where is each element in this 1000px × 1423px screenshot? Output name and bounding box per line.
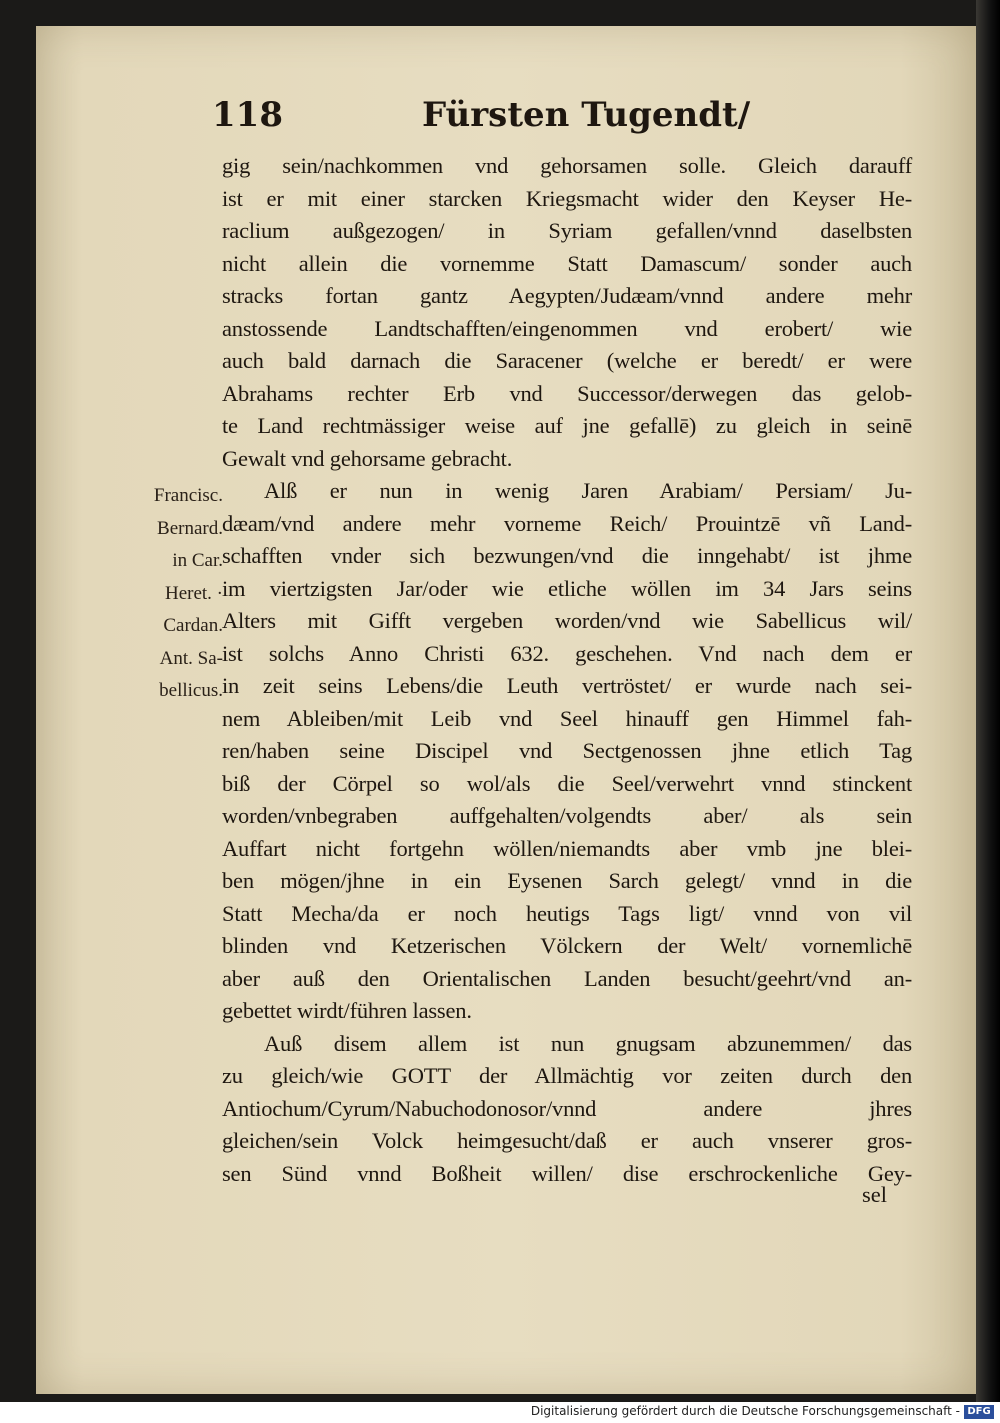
text-line: Antiochum/Cyrum/Nabuchodonosor/vnnd andere jhres	[222, 1095, 912, 1121]
text-line: raclium außgezogen/ in Syriam gefallen/vnnd daselbsten	[222, 218, 912, 243]
text-line: ist er mit einer starcken Kriegsmacht wider den Keyser He-	[222, 185, 912, 211]
text-line: schafften vnder sich bezwungen/vnd die inngehabt/ ist jhme	[222, 543, 912, 568]
margin-note: Heret. ·	[164, 582, 223, 604]
text-line: te Land rechtmässiger weise auf jne gefallē) zu gleich in seinē	[222, 413, 912, 438]
text-line: nicht allein die vornemme Statt Damascum/ sonder auch	[222, 250, 912, 276]
text-line: ist solchs Anno Christi 632. geschehen. Vnd nach dem er	[222, 640, 912, 666]
margin-note: Francisc.	[153, 485, 223, 506]
text-line: dæam/vnd andere mehr vorneme Reich/ Prouintzē vñ Land-	[222, 510, 912, 536]
book-spine	[976, 0, 1000, 1402]
text-line: gig sein/nachkommen vnd gehorsamen solle. Gleich darauff	[222, 153, 912, 178]
text-line: auch bald darnach die Saracener (welche er beredt/ er were	[222, 348, 912, 373]
text-line: gleichen/sein Volck heimgesucht/daß er auch vnserer gros-	[222, 1128, 912, 1153]
margin-notes	[103, 480, 223, 708]
text-line: Alß er nun in wenig Jaren Arabiam/ Persiam/ Ju-	[264, 478, 912, 503]
text-line: zu gleich/wie GOTT der Allmächtig vor zeiten durch den	[222, 1063, 912, 1088]
body-text	[222, 150, 912, 1190]
text-line: Statt Mecha/da er noch heutigs Tags ligt/ vnnd von vil	[222, 900, 912, 926]
text-line: Gewalt vnd gehorsame gebracht.	[222, 445, 513, 471]
margin-note: in Car.	[172, 550, 223, 571]
text-line: nem Ableiben/mit Leib vnd Seel hinauff gen Himmel fah-	[222, 705, 912, 731]
text-line: sen Sünd vnnd Boßheit willen/ dise erschrockenliche Gey-	[222, 1160, 912, 1186]
text-line: Auß disem allem ist nun gnugsam abzunemmen/ das	[264, 1030, 912, 1056]
margin-note: Ant. Sa-	[159, 647, 223, 669]
text-line: biß der Cörpel so wol/als die Seel/verwehrt vnnd stinckent	[222, 770, 912, 796]
text-line: aber auß den Orientalischen Landen besucht/geehrt/vnd an-	[222, 965, 912, 991]
text-line: gebettet wirdt/führen lassen.	[222, 998, 472, 1023]
text-line: blinden vnd Ketzerischen Völckern der Welt/ vornemlichē	[222, 933, 912, 958]
text-line: ren/haben seine Discipel vnd Sectgenossen jhne etlich Tag	[222, 738, 912, 763]
text-line: Alters mit Gifft vergeben worden/vnd wie Sabellicus wil/	[222, 608, 912, 633]
margin-note: bellicus.	[159, 680, 223, 701]
catchword: sel	[862, 1182, 887, 1207]
text-line: ben mögen/jhne in ein Eysenen Sarch gelegt/ vnnd in die	[222, 868, 912, 893]
text-line: Auffart nicht fortgehn wöllen/niemandts aber vmb jne blei-	[222, 835, 912, 861]
page-header	[212, 95, 912, 145]
text-line: worden/vnbegraben auffgehalten/volgendts aber/ als sein	[222, 803, 912, 828]
margin-note: Cardan.	[163, 615, 223, 636]
page-number: 118	[212, 95, 283, 135]
text-line: im viertzigsten Jar/oder wie etliche wöllen im 34 Jars seins	[222, 575, 912, 601]
text-line: stracks fortan gantz Aegypten/Judæam/vnnd andere mehr	[222, 283, 912, 308]
funding-credit: Digitalisierung gefördert durch die Deutsche Forschungsgemeinschaft -	[530, 1404, 960, 1418]
footer	[0, 1402, 1000, 1423]
text-line: anstossende Landtschafften/eingenommen vnd erobert/ wie	[222, 315, 912, 341]
running-title: Fürsten Tugendt/	[422, 95, 751, 135]
margin-note: Bernard.	[157, 517, 223, 539]
text-line: Abrahams rechter Erb vnd Successor/derwegen das gelob-	[222, 380, 912, 406]
text-line: in zeit seins Lebens/die Leuth vertröstet/ er wurde nach sei-	[222, 673, 912, 698]
dfg-logo: DFG	[964, 1405, 994, 1419]
